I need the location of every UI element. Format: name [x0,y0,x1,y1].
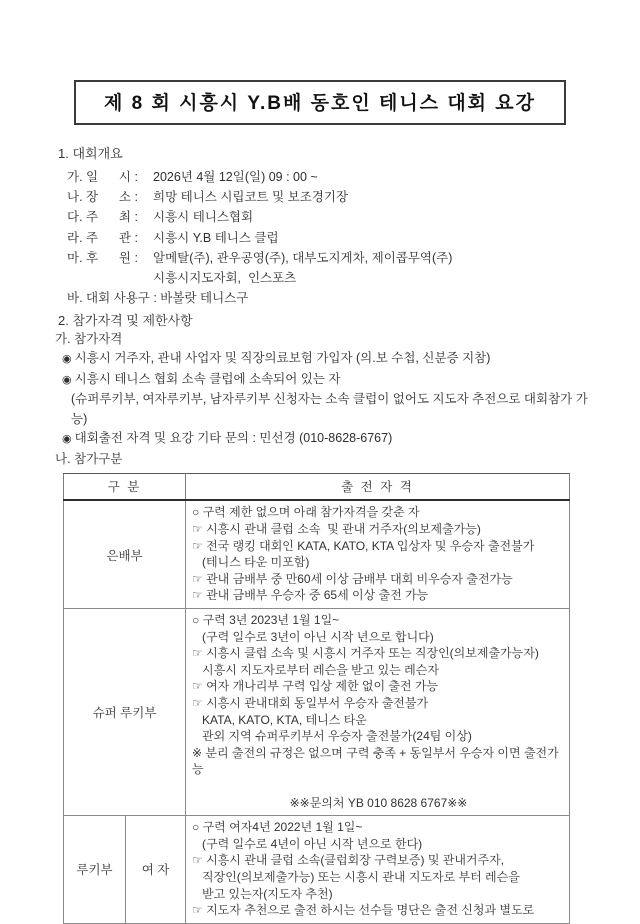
eligibility-line: ☞ 관내 금배부 우승자 중 65세 이상 출전 가능 [192,588,429,603]
eligibility-line [192,778,565,795]
bullet-icon: ◉ [62,433,75,446]
eligibility-list [62,349,598,449]
document-title: 제 8 회 시흥시 Y.B배 동호인 테니스 대회 요강 [103,93,537,114]
overview-line-value: 시흥시지도자회, 인스포츠 [153,271,297,286]
col-header-category: 구 분 [64,474,186,501]
eligibility-line: 받고 있는자(지도자 추천) [192,886,333,901]
eligibility-line: ☞ 관내 금배부 중 만60세 이상 금배부 대회 비우승자 출전가능 [192,571,513,586]
eligibility-line: 관외 지역 슈퍼루키부서 우승자 출전불가(24팀 이상) [192,729,472,744]
overview-line-value: 2026년 4월 12일(일) 09 : 00 ~ [153,170,318,184]
title-box [74,80,566,125]
eligibility-line: ☞ 전국 랭킹 대회인 KATA, KATO, KTA 입상자 및 우승자 출전불가 [192,538,535,553]
subcategory-cell: 여 자 [126,816,186,924]
table-row [64,609,570,816]
eligibility-cell [186,500,570,608]
bullet-text: 대회출전 자격 및 요강 기타 문의 : 민선경 (010-8628-6767) [74,431,393,446]
col-header-eligibility: 출 전 자 격 [186,474,570,501]
overview-line-value: 희망 테니스 시립코트 및 보조경기장 [153,190,349,205]
document-body [55,146,598,924]
overview-heading: 1. 대회개요 [58,146,123,161]
eligibility-line: ☞ 지도자 추천으로 출전 하시는 선수들 명단은 출전 신청과 별도로 [192,903,535,918]
eligibility-line: ☞ 시흥시 관내 클럽 소속(클럽회장 구력보증) 및 관내거주자, [192,853,505,868]
overview-line-label: 마. 후 원 : [67,250,142,265]
table-row [64,500,570,608]
category-cell: 은배부 [64,500,186,608]
eligibility-line: KATA, KATO, KTA, 테니스 타운 [192,712,367,727]
table-row [64,816,570,924]
eligibility-line: (구력 일수로 3년이 아닌 시작 년으로 합니다) [192,629,434,644]
overview-line [67,248,598,268]
bullet-text: 시흥시 테니스 협회 소속 클럽에 소속되어 있는 자 [74,371,341,386]
eligibility-heading: 2. 참가자격 및 제한사항 [58,313,193,329]
eligibility-cell [186,816,570,924]
eligibility-line: ○ 구력 제한 없으며 아래 참가자격을 갖춘 자 [192,505,420,520]
category-cell: 루키부 [64,816,126,924]
bullet-text: 시흥시 거주자, 관내 사업자 및 직장의료보험 가입자 (의.보 수첩, 신분증 지참) [74,351,491,366]
overview-line [67,288,598,308]
bullet-icon: ◉ [62,353,75,366]
eligibility-line: ※ 분리 출전의 규정은 없으며 구력 충족 + 동일부서 우승자 이면 출전가능 [192,745,559,777]
overview-list [67,167,598,308]
category-cell: 슈퍼 루키부 [64,609,186,816]
eligibility-line: (구력 일수로 4년이 아닌 시작 년으로 한다) [192,836,423,851]
eligibility-note [62,390,598,429]
overview-line-value: 바볼랏 테니스구 [160,291,249,306]
overview-line-label: 나. 장 소 : [67,190,142,205]
division-table [63,473,570,923]
division-table-head [64,474,570,501]
division-table-body [64,500,570,923]
overview-line-value: 알메탈(주), 관우공영(주), 대부도지게차, 제이콥무역(주) [153,250,453,265]
eligibility-line: ○ 구력 여자4년 2022년 1월 1일~ [192,820,363,835]
overview-line-value: 시흥시 테니스협회 [153,210,254,225]
eligibility-line: ☞ 여자 개나리부 구력 입상 제한 없이 출전 가능 [192,679,439,694]
overview-line [67,187,598,207]
bullet-icon: ◉ [62,373,75,386]
table-header-row [64,474,570,501]
overview-line-label: 라. 주 관 : [67,230,142,245]
eligibility-cell [186,609,570,816]
overview-line-label: 바. 대회 사용구 : [67,291,161,306]
overview-line [67,268,598,288]
overview-line-label: 다. 주 최 : [67,210,142,225]
eligibility-subheading: 가. 참가자격 [55,332,123,347]
overview-line [67,228,598,248]
overview-line [67,207,598,227]
eligibility-line: ○ 구력 3년 2023년 1월 1일~ [192,613,340,628]
overview-line [67,167,598,187]
eligibility-bullet [62,370,598,390]
eligibility-line: ☞ 시흥시 클럽 소속 및 시흥시 거주자 또는 직장인(의보제출가능자) [192,646,539,661]
overview-line-value: 시흥시 Y.B 테니스 클럽 [153,230,279,245]
eligibility-line: ☞ 시흥시 관내대회 동일부서 우승자 출전불가 [192,695,429,710]
eligibility-bullet [62,429,598,449]
eligibility-bullet [62,349,598,369]
division-heading: 나. 참가구분 [55,452,123,467]
eligibility-line: ※※문의처 YB 010 8628 6767※※ [289,795,468,810]
eligibility-line: 시흥시 지도자로부터 레슨을 받고 있는 레슨자 [192,662,439,677]
eligibility-line: ☞ 시흥시 관내 클럽 소속 및 관내 거주자(의보제출가능) [192,522,481,537]
eligibility-line: (테니스 타운 미포함) [192,555,310,570]
overview-line-label: 가. 일 시 : [67,170,142,184]
eligibility-line: 직장인(의보제출가능) 또는 시흥시 관내 지도자로 부터 레슨을 [192,869,520,884]
bullet-text: (슈퍼루키부, 여자루키부, 남자루키부 신청자는 소속 클럽이 없어도 지도자 추전으로 대회참가 가능) [71,392,588,426]
